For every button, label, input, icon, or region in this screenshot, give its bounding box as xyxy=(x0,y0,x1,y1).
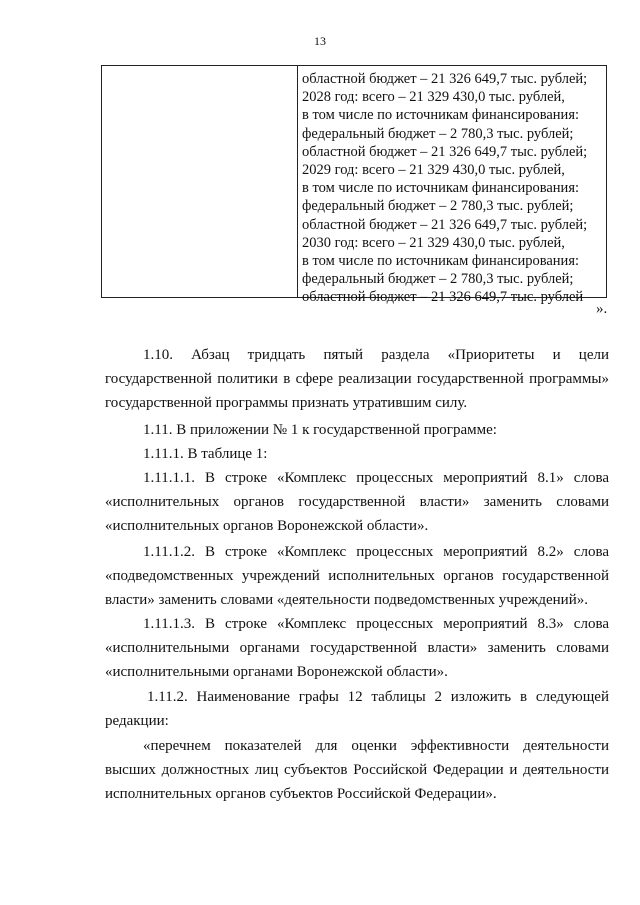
page-number: 13 xyxy=(314,34,326,48)
paragraph-line: «подведомственных учреждений исполнительных органов государственной xyxy=(105,568,609,584)
table-line: 2029 год: всего – 21 329 430,0 тыс. рублей, xyxy=(302,162,565,179)
paragraph-1-10 xyxy=(105,343,609,415)
table-line: федеральный бюджет – 2 780,3 тыс. рублей; xyxy=(302,198,574,215)
paragraph-line: 1.11.1.3. В строке «Комплекс процессных мероприятий 8.3» слова xyxy=(143,616,609,632)
table-line: в том числе по источникам финансирования: xyxy=(302,253,580,270)
paragraph-1-11-1-1 xyxy=(105,466,609,538)
paragraph-line: высших должностных лиц субъектов Российской Федерации и деятельности xyxy=(105,762,609,778)
table-line: 2028 год: всего – 21 329 430,0 тыс. рублей, xyxy=(302,89,565,106)
paragraph-line: 1.11.1.2. В строке «Комплекс процессных мероприятий 8.2» слова xyxy=(143,544,609,560)
table-line: федеральный бюджет – 2 780,3 тыс. рублей; xyxy=(302,271,574,288)
financing-table xyxy=(101,65,607,306)
table-line: областной бюджет – 21 326 649,7 тыс. рублей; xyxy=(302,216,588,233)
paragraph-line: исполнительных органов субъектов Российской Федерации». xyxy=(105,786,497,802)
paragraph-line: государственной программы признать утратившим силу. xyxy=(105,395,468,411)
paragraph-line: власти» заменить словами «деятельности подведомственных учреждений». xyxy=(105,592,588,608)
paragraph-line: 1.11.1. В таблице 1: xyxy=(143,446,268,462)
paragraph-1-11-1-3 xyxy=(105,612,609,684)
table-left-cell xyxy=(102,66,298,297)
paragraph-1-11-1-2 xyxy=(105,540,609,612)
closing-quote-mark: ». xyxy=(596,301,608,317)
paragraph-line: «исполнительных органов государственной власти» заменить словами xyxy=(105,494,609,510)
paragraph-line: «перечнем показателей для оценки эффективности деятельности xyxy=(143,738,609,754)
table-line: в том числе по источникам финансирования: xyxy=(302,107,580,124)
paragraph-1-11 xyxy=(105,418,609,442)
table-right-cell xyxy=(302,70,604,307)
paragraph-line: «исполнительными органами Воронежской области». xyxy=(105,664,448,680)
paragraph-line: государственной политики в сфере реализации государственной программы» xyxy=(105,371,609,387)
paragraph-line: 1.11. В приложении № 1 к государственной программе: xyxy=(143,422,497,438)
paragraph-line: редакции: xyxy=(105,713,169,729)
paragraph-line: 1.11.2. Наименование графы 12 таблицы 2 изложить в следующей xyxy=(147,689,609,705)
paragraph-line: «исполнительных органов Воронежской области». xyxy=(105,518,429,534)
paragraph-line: 1.11.1.1. В строке «Комплекс процессных мероприятий 8.1» слова xyxy=(143,470,609,486)
paragraph-1-11-2 xyxy=(105,685,609,733)
paragraph-quoted-name xyxy=(105,734,609,806)
table-line: в том числе по источникам финансирования: xyxy=(302,180,580,197)
table-line: областной бюджет – 21 326 649,7 тыс. рублей xyxy=(302,289,584,306)
paragraph-1-11-1 xyxy=(105,442,609,466)
paragraph-line: «исполнительными органами государственной власти» заменить словами xyxy=(105,640,609,656)
table-line: 2030 год: всего – 21 329 430,0 тыс. рублей, xyxy=(302,234,565,251)
paragraph-line: 1.10. Абзац тридцать пятый раздела «Приоритеты и цели xyxy=(143,347,609,363)
table-line: областной бюджет – 21 326 649,7 тыс. рублей; xyxy=(302,71,588,87)
table-line: областной бюджет – 21 326 649,7 тыс. рублей; xyxy=(302,143,588,160)
table-line: федеральный бюджет – 2 780,3 тыс. рублей; xyxy=(302,125,574,142)
